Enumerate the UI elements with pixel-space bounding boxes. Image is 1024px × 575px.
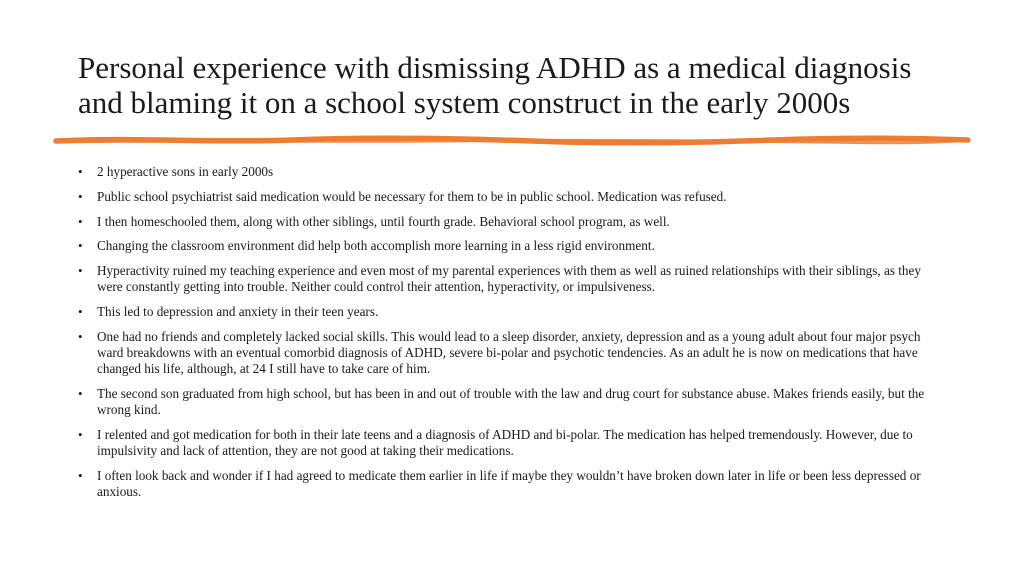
slide-title [78,50,978,120]
bullet-marker: • [78,328,83,344]
bullet-text: One had no friends and completely lacked social skills. This would lead to a sleep disorder, anxiety, depression and as a young adult about four major psych ward breakdowns with an eventual comorbid diagnosis of ADHD, severe bi-polar and psychotic tendencies. As an adult he is now on medications that have changed his life, although, at 24 I still have to take care of him. [97,328,921,377]
bullet-marker: • [78,386,83,402]
bullet-marker: • [78,213,83,229]
bullet-item [78,189,948,205]
bullet-marker: • [78,238,83,254]
bullet-marker: • [78,427,83,443]
bullet-list [78,164,948,509]
bullet-item [78,468,948,500]
bullet-marker: • [78,164,83,179]
bullet-marker: • [78,304,83,320]
title-underline-stroke [52,132,972,148]
bullet-text: This led to depression and anxiety in their teen years. [97,304,379,320]
bullet-marker: • [78,188,83,204]
bullet-item [78,238,948,254]
bullet-text: The second son graduated from high school, but has been in and out of trouble with the law and drug court for substance abuse. Makes friends easily, but the wrong kind. [97,386,925,418]
slide-title-line-1: Personal experience with dismissing ADHD as a medical diagnosis [78,50,912,85]
bullet-item [78,386,948,418]
bullet-text: I relented and got medication for both in their late teens and a diagnosis of ADHD and bi-polar. The medication has helped tremendously. However, due to impulsivity and lack of attention, they are not good at taking their medications. [97,427,913,459]
bullet-item [78,214,948,230]
bullet-text: I then homeschooled them, along with other siblings, until fourth grade. Behavioral school program, as well. [97,213,670,229]
bullet-text: Hyperactivity ruined my teaching experience and even most of my parental experiences with them as well as ruined relationships with their siblings, as they were constantly getting into trouble. Neither could control their attention, hyperactivity, or impulsiveness. [97,263,921,295]
slide-title-line-2: and blaming it on a school system construct in the early 2000s [78,85,851,120]
bullet-item [78,329,948,378]
bullet-text: Public school psychiatrist said medication would be necessary for them to be in public school. Medication was refused. [97,188,727,204]
bullet-text: Changing the classroom environment did help both accomplish more learning in a less rigid environment. [97,238,655,254]
bullet-item [78,304,948,320]
bullet-marker: • [78,263,83,279]
bullet-item [78,427,948,459]
bullet-item [78,263,948,295]
bullet-text: 2 hyperactive sons in early 2000s [97,164,274,179]
bullet-item [78,164,948,180]
bullet-marker: • [78,468,83,484]
bullet-text: I often look back and wonder if I had agreed to medicate them earlier in life if maybe they wouldn’t have broken down later in life or been less depressed or anxious. [97,468,921,500]
